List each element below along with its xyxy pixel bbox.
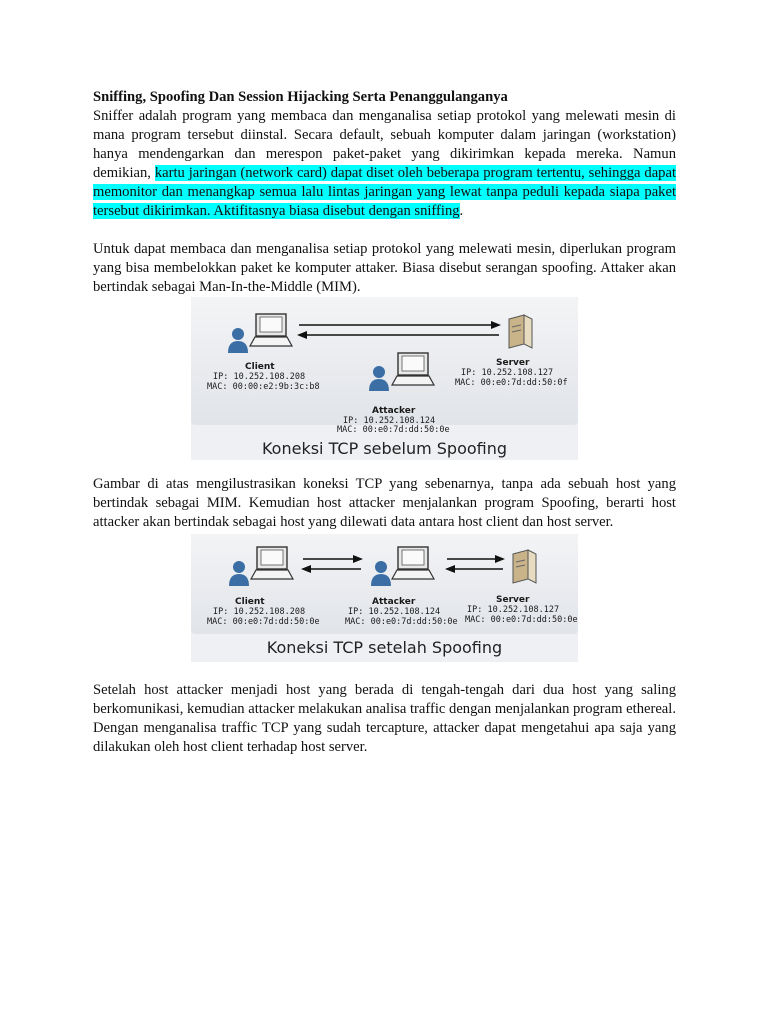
right-arrows: [445, 555, 505, 573]
figure-2-caption: Koneksi TCP setelah Spoofing: [266, 638, 503, 657]
client-computer-icon: [251, 547, 293, 579]
paragraph-2: Untuk dapat membaca dan menganalisa setiap protokol yang melewati mesin, diperlukan program yang bisa membelokkan paket ke komputer attaker. Biasa disebut serangan spoofing. Attaker akan bertindak sebagai Man-In-the-Middle (MIM).: [93, 241, 676, 295]
server-ip: IP: 10.252.108.127: [467, 605, 560, 615]
attacker-label: Attacker: [372, 406, 416, 416]
client-label: Client: [245, 362, 275, 372]
document-page: [93, 88, 676, 757]
figure-2-diagram: [191, 534, 578, 634]
server-icon: [509, 315, 532, 348]
attacker-computer-icon: [392, 547, 434, 579]
client-mac: MAC: 00:00:e2:9b:3c:b8: [207, 382, 320, 392]
server-mac: MAC: 00:e0:7d:dd:50:0f: [455, 378, 568, 388]
paragraph-1-end: .: [459, 203, 464, 219]
server-label: Server: [496, 595, 530, 605]
document-title: Sniffing, Spoofing Dan Session Hijacking Serta Penanggulanganya: [93, 89, 508, 105]
attacker-mac: MAC: 00:e0:7d:dd:50:0e: [337, 425, 450, 435]
attacker-computer-icon: [392, 353, 434, 385]
attacker-ip: IP: 10.252.108.124: [343, 416, 436, 425]
figure-1-diagram: [191, 297, 578, 425]
client-ip: IP: 10.252.108.208: [213, 372, 306, 382]
paragraph-1-text: Sniffer adalah program yang membaca dan menganalisa setiap protokol yang melewati mesin di mana program tersebut diinstal. Secara default, sebuah komputer dalam jaringan (workstation) hanya mendengarkan dan merespon paket-paket yang dikirimkan kepada mereka. Namun demikian,: [93, 108, 676, 181]
server-mac: MAC: 00:e0:7d:dd:50:0e: [465, 615, 578, 625]
client-computer-icon: [250, 314, 292, 346]
highlighted-text: kartu jaringan (network card) dapat diset oleh beberapa program tertentu, sehingga dapat memonitor dan menangkap semua lalu lintas jaringan yang lewat tanpa peduli kepada siapa paket tersebut dikirimkan. Aktifitasnya biasa disebut dengan sniffing: [93, 165, 676, 219]
connection-arrows: [297, 321, 501, 339]
attacker-person-icon: [369, 366, 389, 391]
client-ip: IP: 10.252.108.208: [213, 607, 306, 617]
server-label: Server: [496, 358, 530, 368]
figure-tcp-after-spoofing: [191, 534, 578, 662]
figure-2-svg: [191, 534, 578, 634]
paragraph-3: Gambar di atas mengilustrasikan koneksi TCP yang sebenarnya, tanpa ada sebuah host yang bertindak sebagai MIM. Kemudian host attacker menjalankan program Spoofing, berarti host attacker akan bertindak sebagai host yang dilewati data antara host client dan host server.: [93, 476, 676, 530]
client-mac: MAC: 00:e0:7d:dd:50:0e: [207, 617, 320, 627]
figure-1-svg: [191, 297, 578, 425]
client-label: Client: [235, 597, 265, 607]
attacker-ip: IP: 10.252.108.124: [348, 607, 441, 617]
paragraph-4: Setelah host attacker menjadi host yang berada di tengah-tengah dari dua host yang saling berkomunikasi, kemudian attacker melakukan analisa traffic dengan menjalankan program ethereal. Dengan menganalisa traffic TCP yang sudah tercapture, attacker dapat mengetahui apa saja yang dilakukan oleh host client terhadap host server.: [93, 682, 676, 755]
attacker-label: Attacker: [372, 597, 416, 607]
left-arrows: [301, 555, 363, 573]
figure-1-caption: Koneksi TCP sebelum Spoofing: [261, 439, 508, 458]
paragraph-1: [93, 107, 676, 221]
client-person-icon: [229, 561, 249, 586]
server-icon: [513, 550, 536, 583]
client-person-icon: [228, 328, 248, 353]
server-ip: IP: 10.252.108.127: [461, 368, 554, 378]
attacker-person-icon: [371, 561, 391, 586]
attacker-mac: MAC: 00:e0:7d:dd:50:0e: [345, 617, 458, 627]
figure-tcp-before-spoofing: [191, 297, 578, 460]
